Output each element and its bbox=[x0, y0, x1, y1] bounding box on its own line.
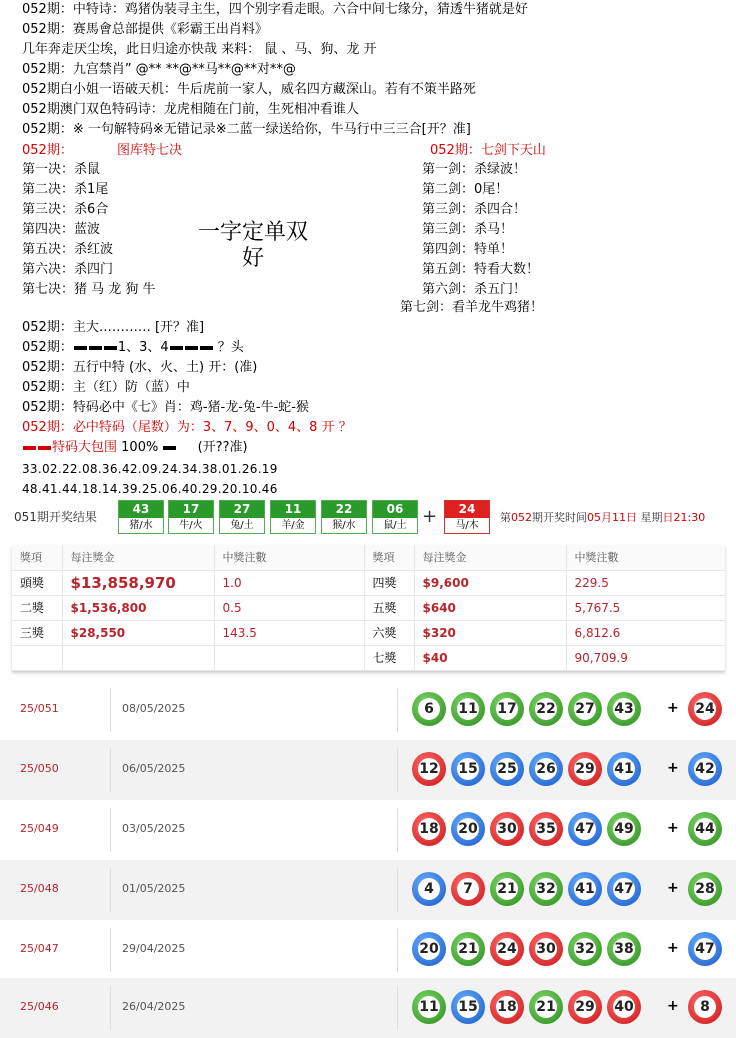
divider bbox=[397, 868, 398, 912]
history-row bbox=[0, 680, 736, 740]
divider bbox=[397, 808, 398, 852]
lottery-ball bbox=[607, 812, 641, 846]
lottery-ball bbox=[451, 812, 485, 846]
ball-number: 49 bbox=[613, 818, 635, 840]
result-ball bbox=[219, 500, 265, 534]
next-prefix: 第 bbox=[500, 511, 511, 524]
history-date: 08/05/2025 bbox=[122, 702, 186, 715]
lottery-ball bbox=[529, 990, 563, 1024]
plus-icon: + bbox=[667, 760, 679, 776]
plus-icon: + bbox=[422, 506, 438, 527]
divider bbox=[110, 688, 111, 732]
divider bbox=[110, 986, 111, 1030]
divider bbox=[110, 868, 111, 912]
divider bbox=[110, 748, 111, 792]
table-row bbox=[12, 595, 725, 620]
list-item: 第六剑：杀五门！ bbox=[422, 282, 527, 297]
divider bbox=[397, 928, 398, 972]
lottery-ball bbox=[412, 752, 446, 786]
text-line: 052期：五行中特 (水、火、土) 开：(准) bbox=[22, 360, 258, 375]
list-item: 第二剑：0尾！ bbox=[422, 182, 509, 197]
cell: $9,600 bbox=[414, 570, 566, 595]
ball-number: 18 bbox=[418, 818, 440, 840]
list-item: 第四剑：特单！ bbox=[422, 242, 514, 257]
cell: 七獎 bbox=[364, 645, 414, 670]
right-header-title: 七剑下天山 bbox=[480, 143, 546, 158]
history-date: 06/05/2025 bbox=[122, 762, 186, 775]
cell: 6,812.6 bbox=[566, 620, 725, 645]
lottery-ball bbox=[451, 692, 485, 726]
table-row bbox=[12, 645, 725, 670]
plus-icon: + bbox=[667, 998, 679, 1014]
lottery-ball bbox=[568, 872, 602, 906]
history-row bbox=[0, 978, 736, 1038]
text-line: 052期：特码必中《七》肖：鸡-猪-龙-兔-牛-蛇-猴 bbox=[22, 400, 309, 415]
lottery-ball bbox=[688, 812, 722, 846]
ball-zodiac: 马/木 bbox=[445, 518, 489, 533]
text-line: 052期白小姐一语破天机：牛后虎前一家人，威名四方藏深山。若有不策半路死 bbox=[22, 82, 476, 97]
lottery-ball bbox=[451, 872, 485, 906]
result-ball bbox=[321, 500, 367, 534]
ball-number: 32 bbox=[535, 878, 557, 900]
lottery-ball bbox=[490, 812, 524, 846]
ball-number: 41 bbox=[574, 878, 596, 900]
ball-zodiac: 羊/金 bbox=[271, 518, 315, 533]
next-mid: 期开奖时间 bbox=[532, 511, 587, 524]
lottery-ball bbox=[607, 932, 641, 966]
ball-number: 22 bbox=[322, 501, 366, 518]
ball-number: 12 bbox=[418, 758, 440, 780]
lottery-ball bbox=[607, 990, 641, 1024]
ball-number: 7 bbox=[457, 878, 479, 900]
lottery-ball bbox=[412, 932, 446, 966]
divider bbox=[397, 688, 398, 732]
result-ball bbox=[372, 500, 418, 534]
lottery-ball bbox=[688, 752, 722, 786]
next-time: 21:30 bbox=[673, 511, 706, 524]
ball-number: 20 bbox=[418, 938, 440, 960]
list-item: 第二决：杀1尾 bbox=[22, 182, 109, 197]
text-line: 052期：中特诗：鸡猪伪装寻主生，四个别字看走眼。六合中间七缘分，猜透牛猪就是好 bbox=[22, 2, 528, 17]
lottery-ball bbox=[529, 752, 563, 786]
header-cell: 中獎注數 bbox=[214, 545, 364, 570]
ball-number: 22 bbox=[535, 698, 557, 720]
lottery-ball bbox=[607, 752, 641, 786]
ball-number: 38 bbox=[613, 938, 635, 960]
history-row bbox=[0, 800, 736, 860]
ball-number: 06 bbox=[373, 501, 417, 518]
history-period: 25/049 bbox=[20, 822, 59, 835]
list-item: 第五决：杀红波 bbox=[22, 242, 114, 257]
cell: 229.5 bbox=[566, 570, 725, 595]
ball-number: 17 bbox=[169, 501, 213, 518]
lottery-ball bbox=[412, 692, 446, 726]
lottery-ball bbox=[688, 932, 722, 966]
text-line: 052期：主大………… [开？准] bbox=[22, 320, 205, 335]
lottery-ball bbox=[490, 932, 524, 966]
list-item: 第三决：杀6合 bbox=[22, 202, 109, 217]
lottery-ball bbox=[529, 872, 563, 906]
history-row bbox=[0, 860, 736, 920]
text-line: 052期：※ 一句解特码※无错记录※二蓝一绿送给你，牛马行中三三合[开？准] bbox=[22, 122, 471, 137]
cell bbox=[12, 645, 62, 670]
plus-icon: + bbox=[667, 880, 679, 896]
lottery-ball bbox=[451, 752, 485, 786]
divider bbox=[397, 748, 398, 792]
lottery-ball bbox=[412, 872, 446, 906]
ball-number: 29 bbox=[574, 758, 596, 780]
left-list bbox=[22, 160, 156, 300]
lottery-ball bbox=[568, 692, 602, 726]
ball-zodiac: 牛/火 bbox=[169, 518, 213, 533]
table-header bbox=[12, 545, 725, 570]
ball-number: 40 bbox=[613, 996, 635, 1018]
cell: 頭獎 bbox=[12, 570, 62, 595]
left-header bbox=[22, 143, 182, 159]
bar-icon bbox=[23, 446, 36, 450]
bar-icon bbox=[185, 346, 198, 350]
next-draw-info bbox=[500, 509, 705, 525]
ball-number: 25 bbox=[496, 758, 518, 780]
text-line-mid: 1、3、4 bbox=[117, 340, 169, 355]
ball-number: 11 bbox=[271, 501, 315, 518]
history-period: 25/046 bbox=[20, 1000, 59, 1013]
right-header bbox=[430, 143, 546, 159]
next-date: 05月11日 bbox=[587, 511, 637, 524]
next-week: 日 bbox=[662, 511, 674, 524]
ball-number: 17 bbox=[496, 698, 518, 720]
baowei-tail: (开??准) bbox=[197, 440, 248, 455]
cell: $640 bbox=[414, 595, 566, 620]
history-period: 25/050 bbox=[20, 762, 59, 775]
cell: 0.5 bbox=[214, 595, 364, 620]
ball-number: 27 bbox=[220, 501, 264, 518]
list-item: 第六决：杀四门 bbox=[22, 262, 114, 277]
baowei-label: 特码大包围 bbox=[52, 440, 118, 455]
result-label: 051期开奖结果 bbox=[14, 510, 97, 524]
ball-number: 30 bbox=[496, 818, 518, 840]
list-item: 第七决：猪 马 龙 狗 牛 bbox=[22, 282, 156, 297]
result-ball bbox=[270, 500, 316, 534]
ball-number: 18 bbox=[496, 996, 518, 1018]
number-row: 33.02.22.08.36.42.09.24.34.38.01.26.19 bbox=[22, 462, 278, 476]
ball-zodiac: 猪/水 bbox=[119, 518, 163, 533]
text-line: 052期：必中特码（尾数）为：3、7、9、0、4、8 开 ？ bbox=[22, 420, 352, 435]
lottery-ball bbox=[529, 812, 563, 846]
list-item: 第一剑：杀绿波！ bbox=[422, 162, 527, 177]
divider bbox=[110, 928, 111, 972]
lottery-ball bbox=[568, 932, 602, 966]
history-date: 26/04/2025 bbox=[122, 1000, 186, 1013]
history-period: 25/047 bbox=[20, 942, 59, 955]
ball-number: 24 bbox=[445, 501, 489, 518]
ball-number: 29 bbox=[574, 996, 596, 1018]
lottery-ball bbox=[529, 932, 563, 966]
baowei-pct: 100% bbox=[121, 440, 159, 455]
ball-number: 6 bbox=[418, 698, 440, 720]
plus-icon: + bbox=[667, 940, 679, 956]
lottery-ball bbox=[490, 872, 524, 906]
prize-table bbox=[12, 545, 725, 671]
history-period: 25/048 bbox=[20, 882, 59, 895]
number-row: 48.41.44.18.14.39.25.06.40.29.20.10.46 bbox=[22, 482, 278, 496]
left-header-period: 052期： bbox=[22, 143, 73, 158]
header-cell: 每注獎金 bbox=[414, 545, 566, 570]
cell: $40 bbox=[414, 645, 566, 670]
table-row bbox=[12, 620, 725, 645]
lottery-ball bbox=[490, 990, 524, 1024]
ball-number: 47 bbox=[613, 878, 635, 900]
lottery-ball bbox=[607, 872, 641, 906]
cell bbox=[62, 645, 214, 670]
ball-number: 44 bbox=[694, 818, 716, 840]
ball-number: 11 bbox=[457, 698, 479, 720]
list-item: 第五剑：特看大数！ bbox=[422, 262, 540, 277]
history-date: 29/04/2025 bbox=[122, 942, 186, 955]
bar-icon bbox=[170, 346, 183, 350]
bar-icon bbox=[38, 446, 51, 450]
ball-number: 21 bbox=[496, 878, 518, 900]
plus-icon: + bbox=[667, 820, 679, 836]
divider bbox=[397, 986, 398, 1030]
lottery-ball bbox=[412, 812, 446, 846]
next-period: 052 bbox=[511, 511, 532, 524]
header-cell: 獎項 bbox=[12, 545, 62, 570]
cell: 五獎 bbox=[364, 595, 414, 620]
bar-icon bbox=[89, 346, 102, 350]
header-cell: 中獎注數 bbox=[566, 545, 725, 570]
ball-number: 8 bbox=[694, 996, 716, 1018]
lottery-ball bbox=[688, 872, 722, 906]
ball-number: 21 bbox=[457, 938, 479, 960]
ball-number: 41 bbox=[613, 758, 635, 780]
history-row bbox=[0, 920, 736, 980]
cell: 5,767.5 bbox=[566, 595, 725, 620]
special-ball bbox=[444, 500, 490, 534]
lottery-ball bbox=[568, 752, 602, 786]
cell: $13,858,970 bbox=[62, 570, 214, 595]
lottery-ball bbox=[688, 692, 722, 726]
history-period: 25/051 bbox=[20, 702, 59, 715]
list-item: 第四决：蓝波 bbox=[22, 222, 101, 237]
ball-number: 30 bbox=[535, 938, 557, 960]
cell bbox=[214, 645, 364, 670]
list-item: 第一决：杀鼠 bbox=[22, 162, 101, 177]
baowei-line bbox=[22, 440, 248, 456]
ball-number: 47 bbox=[694, 938, 716, 960]
plus-icon: + bbox=[667, 700, 679, 716]
text-line: 052期：主（红）防（蓝）中 bbox=[22, 380, 190, 395]
cell: 三獎 bbox=[12, 620, 62, 645]
ball-number: 24 bbox=[496, 938, 518, 960]
ball-number: 27 bbox=[574, 698, 596, 720]
cell: $1,536,800 bbox=[62, 595, 214, 620]
text-line-prefix: 052期： bbox=[22, 340, 73, 355]
cell: $28,550 bbox=[62, 620, 214, 645]
lottery-ball bbox=[490, 752, 524, 786]
result-strip bbox=[0, 500, 736, 536]
text-line: 052期：九宫禁肖” @** **@**马**@**对**@ bbox=[22, 62, 296, 77]
ball-number: 32 bbox=[574, 938, 596, 960]
ball-number: 24 bbox=[694, 698, 716, 720]
bar-icon bbox=[74, 346, 87, 350]
list-item: 第三剑：杀四合！ bbox=[422, 202, 527, 217]
ball-number: 43 bbox=[119, 501, 163, 518]
ball-number: 15 bbox=[457, 996, 479, 1018]
ball-zodiac: 兔/土 bbox=[220, 518, 264, 533]
cell: 二獎 bbox=[12, 595, 62, 620]
ball-number: 47 bbox=[574, 818, 596, 840]
bar-icon bbox=[163, 446, 176, 450]
list-item: 第三剑：杀马！ bbox=[422, 222, 514, 237]
text-line: 052期：赛馬會总部提供《彩霸王出肖料》 bbox=[22, 22, 268, 37]
lottery-ball bbox=[451, 990, 485, 1024]
bar-icon bbox=[104, 346, 117, 350]
ball-number: 21 bbox=[535, 996, 557, 1018]
right-list-last: 第七剑：看羊龙牛鸡猪！ bbox=[400, 300, 544, 315]
lottery-ball bbox=[412, 990, 446, 1024]
history-date: 03/05/2025 bbox=[122, 822, 186, 835]
ball-number: 42 bbox=[694, 758, 716, 780]
ball-zodiac: 猴/水 bbox=[322, 518, 366, 533]
left-header-title: 图库特七决 bbox=[116, 143, 182, 158]
lottery-ball bbox=[568, 990, 602, 1024]
right-list bbox=[422, 160, 539, 300]
text-line-tail: ？头 bbox=[217, 340, 244, 355]
lottery-ball bbox=[490, 692, 524, 726]
header-cell: 獎項 bbox=[364, 545, 414, 570]
cell: 90,709.9 bbox=[566, 645, 725, 670]
ball-number: 15 bbox=[457, 758, 479, 780]
ball-number: 26 bbox=[535, 758, 557, 780]
ball-number: 4 bbox=[418, 878, 440, 900]
ball-number: 11 bbox=[418, 996, 440, 1018]
lottery-ball bbox=[568, 812, 602, 846]
header-cell: 每注獎金 bbox=[62, 545, 214, 570]
history-date: 01/05/2025 bbox=[122, 882, 186, 895]
ball-number: 20 bbox=[457, 818, 479, 840]
text-line: 几年奔走厌尘埃，此日归途亦快哉 来料： 鼠 、马、狗、龙 开 bbox=[22, 42, 377, 57]
cell: 1.0 bbox=[214, 570, 364, 595]
ball-zodiac: 鼠/土 bbox=[373, 518, 417, 533]
lottery-ball bbox=[607, 692, 641, 726]
history-row bbox=[0, 740, 736, 800]
big-slogan: 一字定单双好 bbox=[197, 220, 308, 271]
cell: 143.5 bbox=[214, 620, 364, 645]
ball-number: 43 bbox=[613, 698, 635, 720]
result-ball bbox=[168, 500, 214, 534]
lottery-ball bbox=[688, 990, 722, 1024]
text-line: 052期澳门双色特码诗：龙虎相随在门前，生死相冲看谁人 bbox=[22, 102, 359, 117]
right-header-period: 052期： bbox=[430, 143, 481, 158]
table-row bbox=[12, 570, 725, 595]
cell: 六獎 bbox=[364, 620, 414, 645]
bar-icon bbox=[200, 346, 213, 350]
text-line-bars bbox=[22, 340, 244, 356]
ball-number: 35 bbox=[535, 818, 557, 840]
cell: $320 bbox=[414, 620, 566, 645]
divider bbox=[110, 808, 111, 852]
lottery-ball bbox=[451, 932, 485, 966]
ball-number: 28 bbox=[694, 878, 716, 900]
cell: 四獎 bbox=[364, 570, 414, 595]
result-ball bbox=[118, 500, 164, 534]
next-week-prefix: 星期 bbox=[640, 511, 663, 524]
lottery-ball bbox=[529, 692, 563, 726]
